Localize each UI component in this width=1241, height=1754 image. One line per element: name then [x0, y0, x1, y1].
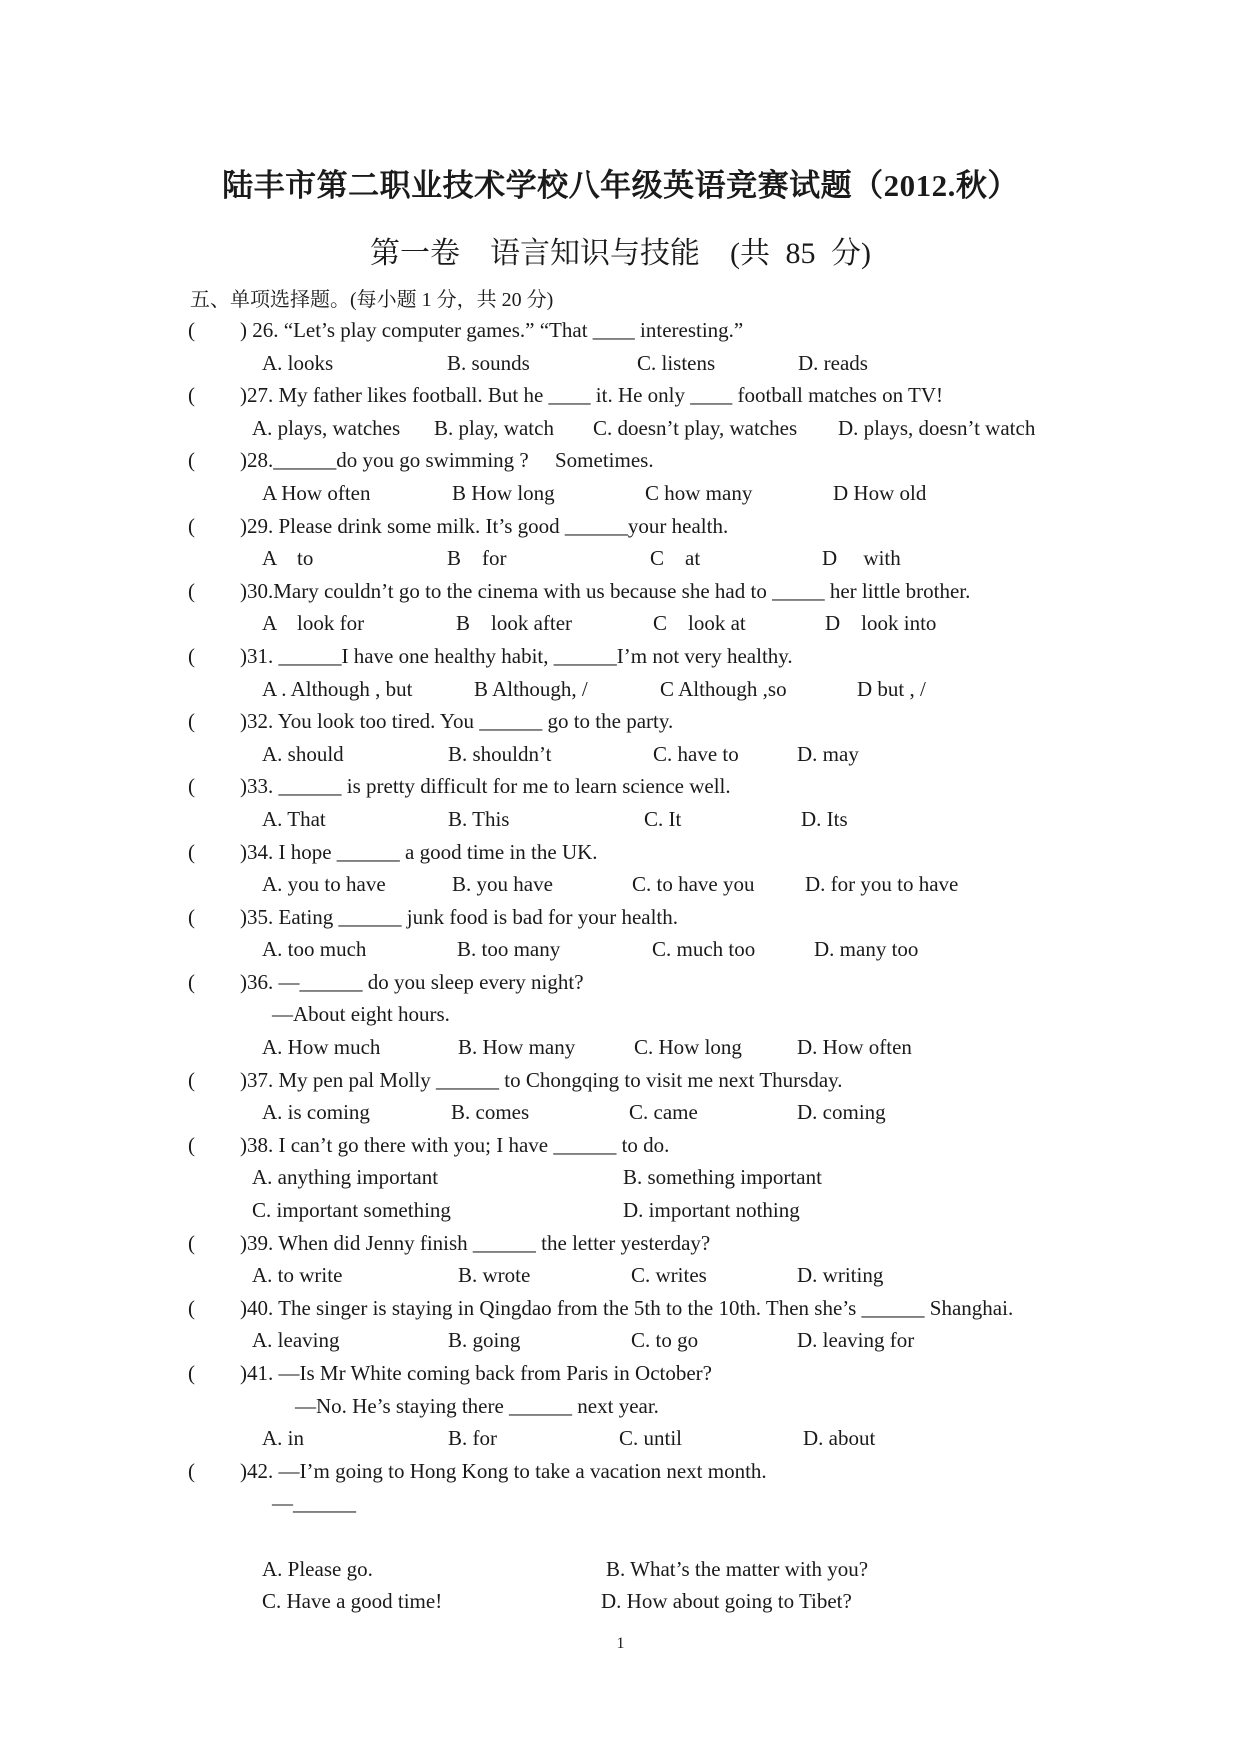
question-list — [0, 314, 1241, 1618]
option-a: A How often — [262, 480, 371, 505]
options-line — [0, 1161, 1241, 1194]
option-b: B. something important — [623, 1165, 822, 1190]
option-d: D. How about going to Tibet? — [601, 1589, 852, 1614]
option-a: A. should — [262, 741, 344, 766]
question-line — [0, 314, 1241, 347]
question-continuation-line — [0, 998, 1241, 1031]
answer-paren: ( — [188, 1230, 195, 1255]
option-c: C. to go — [631, 1328, 699, 1353]
option-d: D. for you to have — [805, 872, 959, 897]
option-a: A. in — [262, 1426, 304, 1451]
answer-paren: ( — [188, 1361, 195, 1385]
option-a: A. to write — [252, 1263, 343, 1288]
option-b: B. for — [448, 1426, 497, 1451]
option-a: A look for — [262, 611, 365, 636]
answer-paren: ( — [188, 1067, 195, 1092]
option-c: C. came — [629, 1100, 698, 1125]
option-d: D. coming — [797, 1100, 886, 1125]
question-line — [0, 836, 1241, 869]
question-line — [0, 510, 1241, 543]
question-text: )30.Mary couldn’t go to the cinema with us because she had to _____ her little brother. — [240, 578, 971, 603]
answer-paren: ( — [188, 904, 195, 929]
option-c: C. doesn’t play, watches — [593, 415, 798, 440]
answer-paren: ( — [188, 969, 195, 994]
options-line — [0, 1031, 1241, 1064]
question-line — [0, 966, 1241, 999]
option-b: B. play, watch — [434, 415, 554, 440]
options-line — [0, 412, 1241, 445]
question-text: ) 26. “Let’s play computer games.” “That ____ interesting.” — [240, 318, 744, 342]
option-a: A. Please go. — [262, 1556, 373, 1581]
option-c: C. writes — [631, 1263, 707, 1288]
page-title: 陆丰市第二职业技术学校八年级英语竞赛试题（2012.秋） — [222, 168, 1019, 203]
question-line — [0, 640, 1241, 673]
option-b: B. shouldn’t — [448, 741, 552, 766]
question-line — [0, 705, 1241, 738]
option-c: C. much too — [652, 937, 756, 962]
answer-paren: ( — [188, 1458, 195, 1483]
question-line — [0, 1129, 1241, 1162]
answer-paren: ( — [188, 643, 195, 668]
question-text: )39. When did Jenny finish ______ the letter yesterday? — [240, 1230, 711, 1255]
options-line — [0, 1553, 1241, 1586]
options-line — [0, 1259, 1241, 1292]
option-c: C. until — [619, 1426, 683, 1451]
option-a: A to — [262, 546, 314, 571]
question-line — [0, 1292, 1241, 1325]
question-text: )42. —I’m going to Hong Kong to take a vacation next month. — [240, 1458, 767, 1483]
option-c: C Although ,so — [660, 676, 787, 701]
option-a: A . Although , but — [262, 676, 413, 701]
option-b: B for — [447, 546, 507, 571]
option-d: D look into — [825, 611, 937, 636]
answer-paren: ( — [188, 383, 195, 408]
options-line — [0, 803, 1241, 836]
option-b: B. sounds — [447, 350, 530, 375]
question-text: )29. Please drink some milk. It’s good ______your health. — [240, 513, 729, 538]
option-d: D. writing — [797, 1263, 884, 1288]
option-c: C. important something — [252, 1198, 451, 1223]
blank-spacer-line — [0, 1520, 1241, 1553]
question-text: )38. I can’t go there with you; I have ______ to do. — [240, 1132, 670, 1157]
option-c: C look at — [653, 611, 746, 636]
options-line — [0, 738, 1241, 771]
option-c: C. to have you — [632, 872, 755, 897]
options-line — [0, 1096, 1241, 1129]
section-heading: 五、单项选择题。(每小题 1 分，共 20 分) — [190, 289, 554, 311]
option-b: B. This — [448, 806, 510, 831]
question-text: )28.______do you go swimming ? Sometimes. — [240, 448, 654, 473]
options-line — [0, 477, 1241, 510]
page-number: 1 — [616, 1635, 625, 1652]
question-text: )34. I hope ______ a good time in the UK. — [240, 839, 598, 864]
option-d: D. leaving for — [797, 1328, 915, 1353]
option-a: A. How much — [262, 1035, 381, 1060]
option-d: D. Its — [801, 806, 848, 831]
option-c: C how many — [645, 480, 753, 505]
answer-paren: ( — [188, 318, 195, 342]
answer-paren: ( — [188, 774, 195, 799]
options-line — [0, 868, 1241, 901]
question-continuation-line — [0, 1390, 1241, 1423]
options-line — [0, 347, 1241, 380]
answer-paren: ( — [188, 709, 195, 734]
option-d: D but , / — [857, 676, 926, 701]
question-text: )40. The singer is staying in Qingdao from the 5th to the 10th. Then she’s ______ Shanghai. — [240, 1295, 1014, 1320]
option-d: D. may — [797, 741, 859, 766]
option-a: A. leaving — [252, 1328, 340, 1353]
options-line — [0, 607, 1241, 640]
options-line — [0, 1324, 1241, 1357]
option-a: A. That — [262, 806, 326, 831]
option-b: B How long — [452, 480, 555, 505]
option-b: B. you have — [452, 872, 553, 897]
page-subtitle: 第一卷 语言知识与技能 (共 85 分) — [370, 237, 871, 270]
option-a: A. is coming — [262, 1100, 370, 1125]
option-c: C. listens — [637, 350, 716, 375]
question-line — [0, 1455, 1241, 1488]
options-line — [0, 673, 1241, 706]
options-line — [0, 1585, 1241, 1618]
options-line — [0, 1422, 1241, 1455]
option-d: D. reads — [798, 350, 868, 375]
question-line — [0, 1064, 1241, 1097]
question-text: )31. ______I have one healthy habit, ______I’m not very healthy. — [240, 643, 793, 668]
option-d: D How old — [833, 480, 927, 505]
question-line — [0, 1227, 1241, 1260]
answer-paren: ( — [188, 839, 195, 864]
option-b: B. comes — [451, 1100, 530, 1125]
option-d: D. many too — [814, 937, 919, 962]
answer-paren: ( — [188, 1295, 195, 1320]
answer-paren: ( — [188, 513, 195, 538]
option-a: A. anything important — [252, 1165, 439, 1190]
question-line — [0, 1357, 1241, 1390]
answer-paren: ( — [188, 1132, 195, 1157]
question-continuation: —No. He’s staying there ______ next year. — [295, 1393, 659, 1418]
question-line — [0, 444, 1241, 477]
option-a: A. too much — [262, 937, 367, 962]
options-line — [0, 542, 1241, 575]
option-c: C. How long — [634, 1035, 742, 1060]
option-b: B look after — [456, 611, 573, 636]
option-a: A. plays, watches — [252, 415, 401, 440]
question-line — [0, 379, 1241, 412]
question-text: )36. —______ do you sleep every night? — [240, 969, 584, 994]
question-line — [0, 901, 1241, 934]
option-a: A. you to have — [262, 872, 386, 897]
options-line — [0, 1194, 1241, 1227]
option-c: C. have to — [653, 741, 739, 766]
question-line — [0, 575, 1241, 608]
option-b: B. too many — [457, 937, 561, 962]
option-d: D. about — [803, 1426, 876, 1451]
question-continuation: —______ — [272, 1491, 356, 1516]
option-b: B. How many — [458, 1035, 576, 1060]
question-continuation-line — [0, 1487, 1241, 1520]
answer-paren: ( — [188, 578, 195, 603]
question-text: )37. My pen pal Molly ______ to Chongqing to visit me next Thursday. — [240, 1067, 843, 1092]
options-line — [0, 933, 1241, 966]
question-line — [0, 770, 1241, 803]
option-b: B Although, / — [474, 676, 588, 701]
question-text: )27. My father likes football. But he ____ it. He only ____ football matches on TV! — [240, 383, 943, 408]
option-b: B. What’s the matter with you? — [606, 1556, 869, 1581]
option-c: C. Have a good time! — [262, 1589, 443, 1614]
option-d: D with — [822, 546, 901, 571]
question-text: )33. ______ is pretty difficult for me to learn science well. — [240, 774, 731, 799]
option-d: D. How often — [797, 1035, 912, 1060]
question-text: )35. Eating ______ junk food is bad for your health. — [240, 904, 679, 929]
option-d: D. plays, doesn’t watch — [838, 415, 1036, 440]
question-text: )41. —Is Mr White coming back from Paris in October? — [240, 1361, 712, 1385]
question-text: )32. You look too tired. You ______ go to the party. — [240, 709, 674, 734]
option-b: B. going — [448, 1328, 521, 1353]
option-b: B. wrote — [458, 1263, 531, 1288]
option-c: C. It — [644, 806, 682, 831]
option-c: C at — [650, 546, 701, 571]
option-d: D. important nothing — [623, 1198, 800, 1223]
option-a: A. looks — [262, 350, 334, 375]
question-continuation: —About eight hours. — [272, 1002, 450, 1027]
answer-paren: ( — [188, 448, 195, 473]
